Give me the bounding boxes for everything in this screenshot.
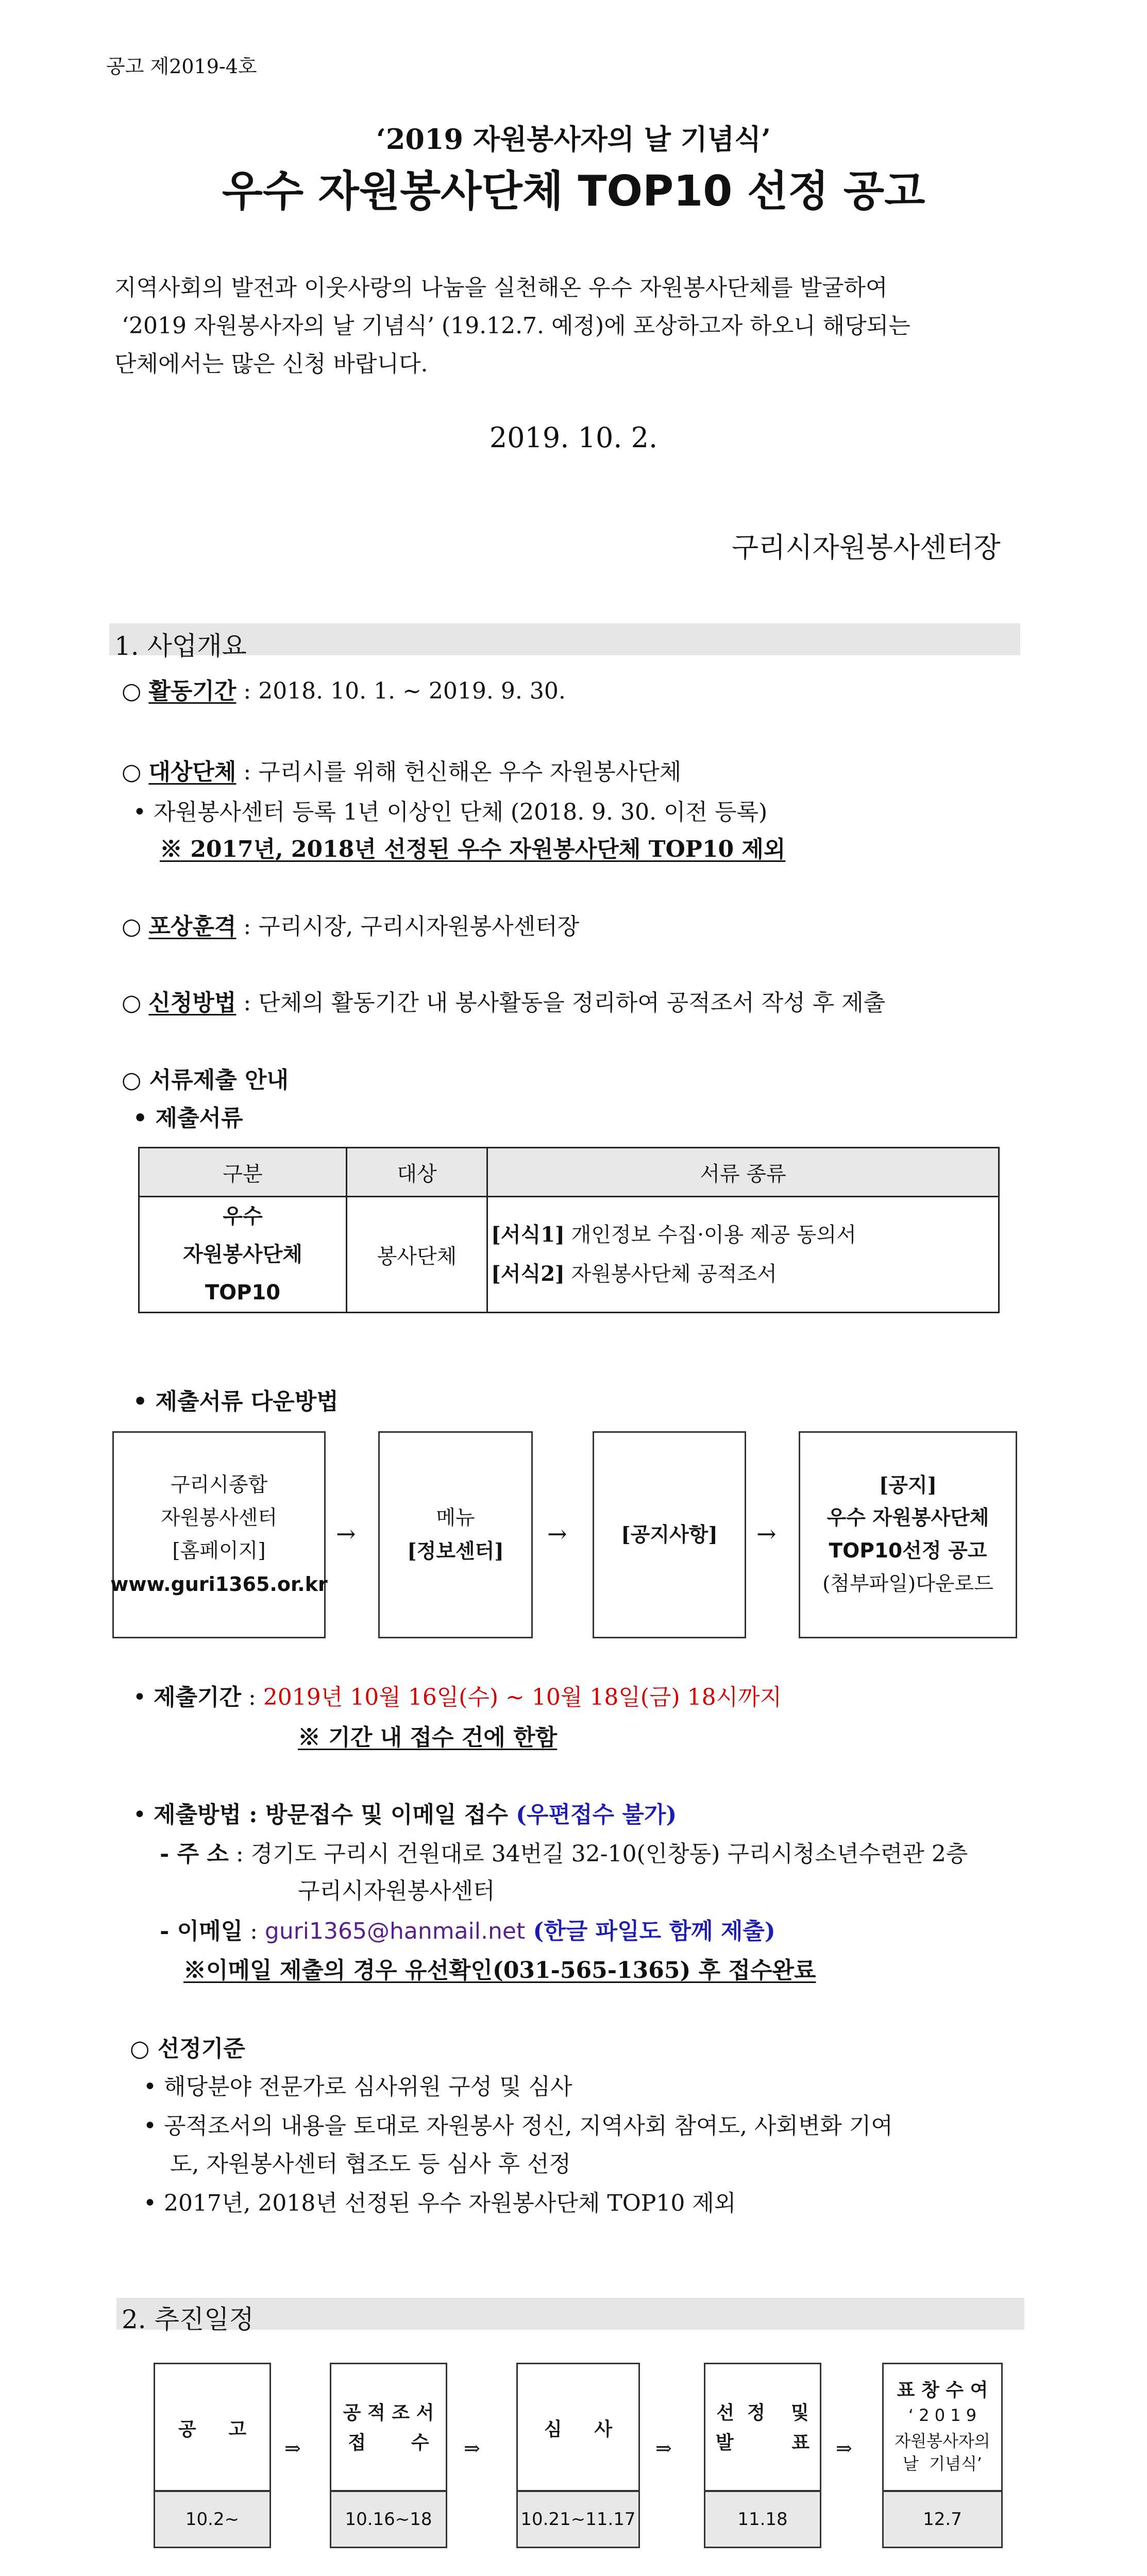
documents-table	[138, 1147, 1000, 1313]
flow-box-homepage: 구리시종합 자원봉사센터 [홈페이지] www.guri1365.or.kr	[112, 1431, 326, 1638]
award-label: 포상훈격	[148, 913, 237, 940]
criteria-item: • 2017년, 2018년 선정된 우수 자원봉사단체 TOP10 제외	[143, 2190, 736, 2216]
schedule-date: 10.2~	[154, 2490, 271, 2548]
table-header: 대상	[347, 1148, 487, 1197]
schedule-date: 10.21~11.17	[516, 2490, 640, 2548]
criteria-item-cont: 도, 자원봉사센터 협조도 등 심사 후 선정	[170, 2151, 571, 2177]
period-row	[122, 672, 566, 705]
section2-heading: 2. 추진일정	[122, 2304, 254, 2334]
flow-box-attachment: [공지] 우수 자원봉사단체 TOP10선정 공고 (첨부파일)다운로드	[799, 1431, 1017, 1638]
docs-title-row	[122, 1061, 289, 1094]
section1-heading: 1. 사업개요	[114, 631, 247, 661]
method-value: : 방문접수 및 이메일 접수	[241, 1802, 516, 1828]
dot-bullet-icon: •	[133, 1105, 156, 1131]
criteria-title-row	[130, 2030, 245, 2063]
deadline-note: ※ 기간 내 접수 건에 한함	[298, 1724, 558, 1751]
page-title: 우수 자원봉사단체 TOP10 선정 공고	[222, 167, 925, 216]
table-row	[139, 1197, 999, 1313]
method-row	[133, 1796, 677, 1829]
double-arrow-icon: ⇒	[284, 2437, 301, 2460]
schedule-step: 공 적 조 서 접 수	[330, 2363, 447, 2492]
dot-bullet-icon: •	[143, 2190, 164, 2216]
dot-bullet-icon: •	[133, 1388, 156, 1415]
notice-number: 공고 제2019-4호	[106, 55, 257, 78]
flow-box-menu: 메뉴 [정보센터]	[378, 1431, 533, 1638]
circle-bullet-icon: ○	[122, 678, 149, 704]
dot-bullet-icon: •	[143, 2074, 164, 2100]
table-header: 구분	[139, 1148, 347, 1197]
award-value: : 구리시장, 구리시자원봉사센터장	[236, 913, 580, 940]
address-value: : 경기도 구리시 건원대로 34번길 32-10(인창동) 구리시청소년수련관 2층	[228, 1841, 968, 1867]
intro-line-2: ‘2019 자원봉사자의 날 기념식’ (19.12.7. 예정)에 포상하고자 하오니 해당되는	[122, 313, 910, 339]
criteria-item: • 공적조서의 내용을 토대로 자원봉사 정신, 지역사회 참여도, 사회변화 기여	[143, 2113, 893, 2139]
target-row	[122, 753, 681, 786]
dot-bullet-icon: •	[133, 1684, 154, 1710]
schedule-date: 11.18	[704, 2490, 821, 2548]
table-header: 서류 종류	[487, 1148, 999, 1197]
apply-value: : 단체의 활동기간 내 봉사활동을 정리하여 공적조서 작성 후 제출	[236, 990, 886, 1016]
email-paren: (한글 파일도 함께 제출)	[525, 1918, 775, 1944]
issuer: 구리시자원봉사센터장	[732, 531, 1001, 564]
dot-bullet-icon: •	[143, 2113, 164, 2139]
deadline-label: 제출기간	[153, 1684, 241, 1710]
circle-bullet-icon: ○	[122, 913, 149, 940]
circle-bullet-icon: ○	[122, 759, 149, 785]
circle-bullet-icon: ○	[130, 2036, 158, 2062]
method-paren: (우편접수 불가)	[516, 1802, 677, 1828]
address-label: - 주 소	[160, 1841, 229, 1867]
period-label: 활동기간	[148, 678, 237, 704]
intro-line-3: 단체에서는 많은 신청 바랍니다.	[114, 351, 428, 377]
schedule-step: 심 사	[516, 2363, 640, 2492]
form-item: [서식2] 자원봉사단체 공적조서	[491, 1262, 777, 1286]
circle-bullet-icon: ○	[122, 1067, 149, 1093]
docs-title: 서류제출 안내	[149, 1067, 289, 1093]
double-arrow-icon: ⇒	[655, 2437, 672, 2460]
subtitle: ‘2019 자원봉사자의 날 기념식’	[376, 123, 771, 156]
table-cell-target: 봉사단체	[347, 1197, 487, 1313]
apply-label: 신청방법	[148, 990, 237, 1016]
circle-bullet-icon: ○	[122, 990, 149, 1016]
email-row: - 이메일 : guri1365@hanmail.net (한글 파일도 함께 제출)	[160, 1918, 775, 1944]
schedule-date: 12.7	[882, 2490, 1003, 2548]
deadline-value: 2019년 10월 16일(수) ~ 10월 18일(금) 18시까지	[263, 1684, 782, 1710]
intro-line-1: 지역사회의 발전과 이웃사랑의 나눔을 실천해온 우수 자원봉사단체를 발굴하여	[114, 275, 888, 301]
table-cell-category: 우수 자원봉사단체 TOP10	[139, 1197, 347, 1313]
address-row	[160, 1835, 968, 1868]
dot-bullet-icon: •	[133, 1802, 154, 1828]
dot-bullet-icon: •	[133, 799, 154, 825]
table-header-row	[139, 1148, 999, 1197]
method-label: 제출방법	[153, 1802, 241, 1828]
docs-sub: 제출서류	[155, 1105, 243, 1131]
double-arrow-icon: ⇒	[464, 2437, 480, 2460]
right-arrow-icon: →	[336, 1520, 356, 1548]
criteria-title: 선정기준	[157, 2036, 245, 2062]
period-value: : 2018. 10. 1. ~ 2019. 9. 30.	[236, 678, 566, 704]
double-arrow-icon: ⇒	[836, 2437, 852, 2460]
flow-box-notice: [공지사항]	[593, 1431, 746, 1638]
deadline-row: • 제출기간 : 2019년 10월 16일(수) ~ 10월 18일(금) 18시까지	[133, 1684, 782, 1710]
download-title: 제출서류 다운방법	[155, 1388, 339, 1415]
notice-date: 2019. 10. 2.	[489, 421, 658, 454]
right-arrow-icon: →	[547, 1520, 567, 1548]
apply-row	[122, 984, 885, 1017]
target-value: : 구리시를 위해 헌신해온 우수 자원봉사단체	[236, 759, 682, 785]
form-item: [서식1] 개인정보 수집·이용 제공 동의서	[491, 1223, 856, 1247]
target-bullet: • 자원봉사센터 등록 1년 이상인 단체 (2018. 9. 30. 이전 등록)	[133, 799, 768, 825]
target-label: 대상단체	[148, 759, 237, 785]
email-label: - 이메일	[160, 1918, 243, 1944]
docs-sub-row	[133, 1099, 243, 1132]
award-row	[122, 908, 579, 941]
table-cell-forms	[487, 1197, 999, 1313]
right-arrow-icon: →	[756, 1520, 777, 1548]
target-note: ※ 2017년, 2018년 선정된 우수 자원봉사단체 TOP10 제외	[160, 836, 786, 862]
email-note: ※이메일 제출의 경우 유선확인(031-565-1365) 후 접수완료	[183, 1957, 816, 1984]
schedule-step: 공 고	[154, 2363, 271, 2492]
schedule-step: 선 정 및 발 표	[704, 2363, 821, 2492]
address-value-2: 구리시자원봉사센터	[298, 1878, 495, 1904]
criteria-item: • 해당분야 전문가로 심사위원 구성 및 심사	[143, 2074, 572, 2100]
download-title-row	[133, 1383, 339, 1416]
email-value[interactable]: guri1365@hanmail.net	[264, 1918, 526, 1944]
schedule-step: 표 창 수 여 ‘ 2 0 1 9 자원봉사자의 날 기념식’	[882, 2363, 1003, 2492]
schedule-date: 10.16~18	[330, 2490, 447, 2548]
